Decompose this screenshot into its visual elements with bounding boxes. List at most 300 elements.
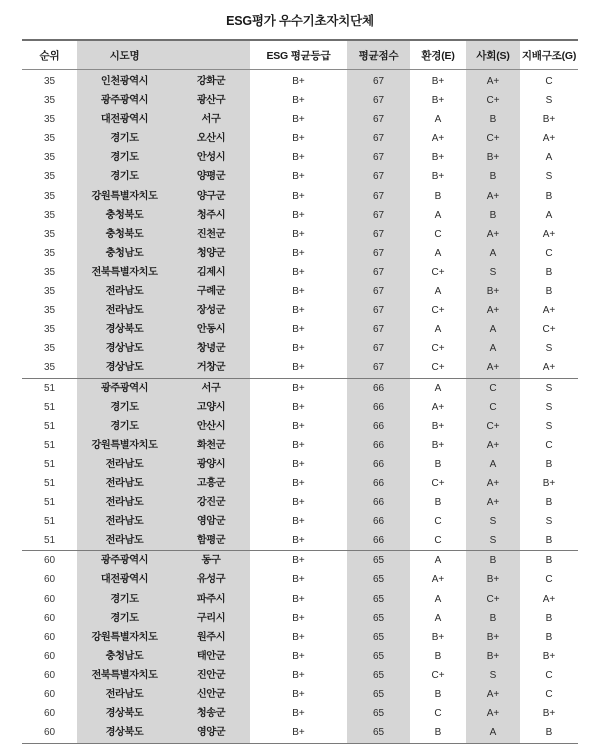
- cell-grade: B+: [292, 593, 305, 605]
- cell-grade: B+: [292, 324, 305, 336]
- cell-sido: 전라남도: [77, 512, 172, 531]
- cell-sido: 인천광역시: [77, 70, 172, 92]
- cell-sido: 경기도: [77, 167, 172, 186]
- cell-rank: 60: [43, 669, 56, 681]
- table-row: [22, 609, 578, 628]
- cell-sido: 전라남도: [77, 282, 172, 301]
- cell-grade: B+: [292, 190, 305, 202]
- cell-governance: B: [545, 535, 553, 547]
- cell-rank: 51: [43, 477, 56, 489]
- cell-social: B: [466, 110, 520, 129]
- cell-sido: 경기도: [77, 590, 172, 609]
- cell-sido: 대전광역시: [77, 570, 172, 589]
- table-row: [22, 628, 578, 647]
- cell-social: B: [466, 551, 520, 571]
- cell-environment: C+: [431, 362, 445, 374]
- cell-score: 65: [347, 628, 410, 647]
- cell-score: 67: [347, 301, 410, 320]
- cell-rank: 60: [22, 551, 77, 571]
- cell-sido: 전북특별자치도: [77, 666, 172, 685]
- cell-rank: 51: [43, 420, 56, 432]
- table-row: [22, 531, 578, 551]
- cell-governance: B: [545, 631, 553, 643]
- cell-score: 67: [347, 320, 410, 339]
- column-header-governance: 지배구조(G): [520, 40, 578, 70]
- table-row: [22, 417, 578, 436]
- cell-environment: C: [434, 228, 442, 240]
- cell-social: A+: [466, 358, 520, 378]
- cell-rank: 35: [43, 286, 56, 298]
- cell-environment: A+: [431, 133, 445, 145]
- cell-governance: C: [545, 669, 553, 681]
- cell-gugun: 청송군: [172, 704, 250, 723]
- cell-governance: B: [545, 458, 553, 470]
- cell-rank: 60: [43, 574, 56, 586]
- cell-grade: B+: [292, 458, 305, 470]
- cell-sido: 광주광역시: [77, 551, 172, 571]
- cell-rank: 35: [43, 76, 56, 87]
- cell-governance: B: [545, 190, 553, 202]
- cell-rank: 35: [43, 247, 56, 259]
- cell-governance: B: [545, 497, 553, 509]
- table-row: [22, 493, 578, 512]
- cell-social: A+: [466, 685, 520, 704]
- cell-gugun: 강화군: [172, 70, 250, 92]
- cell-social: A+: [466, 474, 520, 493]
- cell-rank: 60: [43, 612, 56, 624]
- cell-governance: C+: [542, 324, 556, 336]
- table-row: [22, 244, 578, 263]
- cell-grade: B+: [250, 378, 347, 398]
- cell-grade: B+: [292, 477, 305, 489]
- cell-sido: 경기도: [77, 148, 172, 167]
- cell-grade: B+: [292, 650, 305, 662]
- cell-environment: C: [434, 535, 442, 547]
- cell-rank: 35: [43, 343, 56, 355]
- cell-environment: C+: [431, 305, 445, 317]
- cell-environment: A: [434, 247, 442, 259]
- cell-grade: B+: [292, 420, 305, 432]
- cell-gugun: 광양시: [172, 455, 250, 474]
- cell-social: B+: [466, 628, 520, 647]
- cell-sido: 경기도: [77, 417, 172, 436]
- cell-score: 65: [347, 609, 410, 628]
- cell-score: 67: [347, 91, 410, 110]
- cell-environment: B+: [431, 631, 445, 643]
- cell-score: 67: [347, 110, 410, 129]
- table-row: [22, 647, 578, 666]
- table-row: [22, 167, 578, 186]
- cell-governance: S: [545, 516, 553, 528]
- cell-grade: B+: [292, 266, 305, 278]
- cell-gugun: 원주시: [172, 628, 250, 647]
- cell-gugun: 진천군: [172, 225, 250, 244]
- cell-score: 67: [347, 187, 410, 206]
- cell-governance: B+: [542, 650, 556, 662]
- cell-environment: A: [434, 286, 442, 298]
- cell-social: B+: [466, 570, 520, 589]
- cell-sido: 충청북도: [77, 206, 172, 225]
- cell-sido: 경기도: [77, 129, 172, 148]
- cell-environment: B: [434, 190, 442, 202]
- cell-rank: 35: [43, 190, 56, 202]
- cell-environment: A: [410, 551, 466, 571]
- cell-environment: A: [410, 378, 466, 398]
- cell-environment: C: [434, 516, 442, 528]
- table-row: [22, 474, 578, 493]
- cell-score: 67: [347, 339, 410, 358]
- cell-score: 66: [347, 436, 410, 455]
- table-row: [22, 551, 578, 571]
- table-row: [22, 263, 578, 282]
- cell-gugun: 동구: [172, 551, 250, 571]
- table-row: [22, 666, 578, 685]
- cell-social: C: [466, 398, 520, 417]
- cell-gugun: 청양군: [172, 244, 250, 263]
- cell-gugun: 구리시: [172, 609, 250, 628]
- cell-gugun: 거창군: [172, 358, 250, 378]
- cell-gugun: 양구군: [172, 187, 250, 206]
- cell-gugun: 강진군: [172, 493, 250, 512]
- cell-sido: 전북특별자치도: [77, 263, 172, 282]
- cell-sido: 경기도: [77, 609, 172, 628]
- cell-grade: B+: [292, 497, 305, 509]
- cell-score: 65: [347, 685, 410, 704]
- cell-social: C+: [466, 91, 520, 110]
- page-title: ESG평가 우수기초자치단체: [226, 14, 374, 28]
- cell-rank: 35: [43, 152, 56, 164]
- table-row: [22, 110, 578, 129]
- cell-rank: 35: [43, 114, 56, 126]
- cell-governance: B: [520, 723, 578, 744]
- table-row: [22, 282, 578, 301]
- cell-rank: 35: [43, 209, 56, 221]
- cell-gugun: 안산시: [172, 417, 250, 436]
- table-container: [0, 39, 600, 744]
- cell-governance: B+: [542, 114, 556, 126]
- cell-gugun: 태안군: [172, 647, 250, 666]
- cell-sido: 강원특별자치도: [77, 436, 172, 455]
- cell-gugun: 신안군: [172, 685, 250, 704]
- cell-social: B+: [466, 148, 520, 167]
- cell-grade: B+: [292, 228, 305, 240]
- cell-grade: B+: [292, 133, 305, 145]
- cell-rank: 51: [43, 516, 56, 528]
- cell-social: C+: [466, 590, 520, 609]
- cell-sido: 경상남도: [77, 339, 172, 358]
- table-body: [22, 70, 578, 744]
- cell-sido: 경상남도: [77, 358, 172, 378]
- cell-gugun: 안동시: [172, 320, 250, 339]
- table-row: [22, 398, 578, 417]
- cell-sido: 전라남도: [77, 474, 172, 493]
- cell-grade: B+: [292, 95, 305, 107]
- table-row: [22, 455, 578, 474]
- cell-social: C+: [466, 129, 520, 148]
- cell-governance: A: [545, 152, 553, 164]
- table-row: [22, 685, 578, 704]
- cell-grade: B+: [292, 152, 305, 164]
- cell-governance: A+: [542, 305, 556, 317]
- cell-sido: 전라남도: [77, 531, 172, 551]
- cell-sido: 충청남도: [77, 244, 172, 263]
- cell-governance: B: [520, 551, 578, 571]
- cell-rank: 51: [43, 535, 56, 547]
- cell-environment: B+: [431, 439, 445, 451]
- cell-score: 67: [347, 225, 410, 244]
- cell-rank: 60: [43, 650, 56, 662]
- cell-grade: B+: [292, 343, 305, 355]
- cell-environment: B: [434, 458, 442, 470]
- cell-environment: B+: [431, 420, 445, 432]
- cell-rank: 35: [43, 228, 56, 240]
- cell-social: B: [466, 167, 520, 186]
- table-row: [22, 339, 578, 358]
- cell-grade: B+: [292, 535, 305, 547]
- cell-score: 67: [347, 70, 410, 92]
- cell-rank: 35: [43, 305, 56, 317]
- cell-score: 65: [347, 570, 410, 589]
- cell-grade: B+: [292, 669, 305, 681]
- cell-score: 65: [347, 647, 410, 666]
- cell-rank: 60: [43, 708, 56, 720]
- cell-governance: B: [545, 286, 553, 298]
- cell-score: 66: [347, 455, 410, 474]
- cell-rank: 60: [22, 723, 77, 744]
- table-row: [22, 512, 578, 531]
- cell-sido: 경상북도: [77, 320, 172, 339]
- cell-environment: B+: [431, 95, 445, 107]
- cell-social: A+: [466, 436, 520, 455]
- cell-rank: 35: [43, 362, 56, 374]
- cell-social: B+: [466, 282, 520, 301]
- table-row: [22, 301, 578, 320]
- cell-environment: B+: [431, 171, 445, 183]
- cell-score: 65: [347, 666, 410, 685]
- cell-social: A: [466, 455, 520, 474]
- cell-social: B+: [466, 647, 520, 666]
- cell-gugun: 영양군: [172, 723, 250, 744]
- table-row: [22, 225, 578, 244]
- cell-rank: 51: [43, 439, 56, 451]
- cell-grade: B+: [250, 723, 347, 744]
- cell-gugun: 고양시: [172, 398, 250, 417]
- cell-grade: B+: [292, 286, 305, 298]
- column-header-rank: 순위: [22, 40, 77, 70]
- cell-environment: C+: [431, 669, 445, 681]
- cell-governance: B: [545, 612, 553, 624]
- cell-rank: 60: [43, 631, 56, 643]
- cell-environment: C: [434, 708, 442, 720]
- cell-sido: 경상북도: [77, 723, 172, 744]
- cell-environment: B+: [431, 152, 445, 164]
- cell-score: 67: [347, 129, 410, 148]
- cell-social: B: [466, 609, 520, 628]
- cell-governance: S: [520, 378, 578, 398]
- cell-governance: B+: [542, 477, 556, 489]
- cell-grade: B+: [292, 631, 305, 643]
- cell-score: 66: [347, 398, 410, 417]
- cell-environment: C+: [431, 343, 445, 355]
- cell-score: 67: [347, 358, 410, 378]
- table-row: [22, 590, 578, 609]
- cell-rank: 51: [43, 458, 56, 470]
- cell-gugun: 서구: [172, 378, 250, 398]
- cell-social: A: [466, 244, 520, 263]
- cell-sido: 광주광역시: [77, 378, 172, 398]
- cell-gugun: 양평군: [172, 167, 250, 186]
- cell-environment: B: [434, 689, 442, 700]
- cell-environment: A: [434, 324, 442, 336]
- cell-gugun: 장성군: [172, 301, 250, 320]
- cell-sido: 강원특별자치도: [77, 187, 172, 206]
- cell-governance: A: [545, 209, 553, 221]
- table-row: [22, 723, 578, 744]
- cell-gugun: 창녕군: [172, 339, 250, 358]
- cell-score: 67: [347, 167, 410, 186]
- cell-grade: B+: [250, 551, 347, 571]
- table-row: [22, 148, 578, 167]
- cell-governance: A+: [542, 593, 556, 605]
- cell-social: A+: [466, 187, 520, 206]
- cell-grade: B+: [292, 439, 305, 451]
- cell-gugun: 함평군: [172, 531, 250, 551]
- cell-sido: 충청북도: [77, 225, 172, 244]
- cell-gugun: 파주시: [172, 590, 250, 609]
- column-header-score: 평균점수: [347, 40, 410, 70]
- cell-social: S: [466, 666, 520, 685]
- cell-social: C: [466, 378, 520, 398]
- cell-score: 67: [347, 206, 410, 225]
- cell-environment: A+: [431, 401, 445, 413]
- cell-grade: B+: [292, 171, 305, 183]
- cell-rank: 60: [43, 689, 56, 700]
- column-header-grade: ESG 평균등급: [250, 40, 347, 70]
- cell-grade: B+: [292, 362, 305, 374]
- cell-social: S: [466, 512, 520, 531]
- cell-social: S: [466, 531, 520, 551]
- cell-score: 67: [347, 282, 410, 301]
- cell-grade: B+: [292, 76, 305, 87]
- cell-environment: A: [434, 114, 442, 126]
- table-row: [22, 206, 578, 225]
- cell-social: A: [466, 723, 520, 744]
- cell-environment: A: [434, 593, 442, 605]
- table-row: [22, 704, 578, 723]
- cell-social: A+: [466, 493, 520, 512]
- cell-rank: 51: [22, 378, 77, 398]
- cell-sido: 전라남도: [77, 493, 172, 512]
- cell-governance: A+: [542, 133, 556, 145]
- cell-score: 67: [347, 148, 410, 167]
- cell-grade: B+: [292, 516, 305, 528]
- cell-gugun: 광산구: [172, 91, 250, 110]
- cell-sido: 경상북도: [77, 704, 172, 723]
- cell-rank: 51: [43, 497, 56, 509]
- cell-rank: 35: [43, 324, 56, 336]
- table-header: [22, 40, 578, 70]
- cell-gugun: 화천군: [172, 436, 250, 455]
- cell-environment: A+: [431, 574, 445, 586]
- cell-governance: C: [545, 574, 553, 586]
- cell-score: 65: [347, 551, 410, 571]
- cell-sido: 강원특별자치도: [77, 628, 172, 647]
- cell-rank: 60: [43, 593, 56, 605]
- cell-social: A+: [466, 225, 520, 244]
- cell-governance: S: [545, 401, 553, 413]
- table-row: [22, 570, 578, 589]
- cell-social: B: [466, 206, 520, 225]
- table-row: [22, 436, 578, 455]
- table-header-row: [22, 40, 578, 70]
- cell-governance: A+: [542, 362, 556, 374]
- cell-environment: A: [434, 612, 442, 624]
- cell-grade: B+: [292, 708, 305, 720]
- column-header-environment: 환경(E): [410, 40, 466, 70]
- cell-rank: 35: [43, 95, 56, 107]
- cell-gugun: 고흥군: [172, 474, 250, 493]
- cell-sido: 경기도: [77, 398, 172, 417]
- cell-environment: B: [434, 497, 442, 509]
- cell-rank: 35: [43, 171, 56, 183]
- cell-grade: B+: [292, 401, 305, 413]
- cell-score: 66: [347, 493, 410, 512]
- cell-grade: B+: [292, 247, 305, 259]
- cell-social: C+: [466, 417, 520, 436]
- cell-environment: A: [434, 209, 442, 221]
- cell-environment: C+: [431, 266, 445, 278]
- cell-environment: B: [434, 650, 442, 662]
- cell-environment: B: [410, 723, 466, 744]
- cell-social: A: [466, 339, 520, 358]
- table-row: [22, 91, 578, 110]
- cell-grade: B+: [292, 305, 305, 317]
- cell-governance: B+: [542, 708, 556, 720]
- cell-score: 65: [347, 590, 410, 609]
- cell-score: 65: [347, 704, 410, 723]
- cell-sido: 전라남도: [77, 301, 172, 320]
- cell-governance: S: [545, 343, 553, 355]
- cell-social: A+: [466, 704, 520, 723]
- cell-governance: S: [545, 420, 553, 432]
- cell-gugun: 오산시: [172, 129, 250, 148]
- cell-gugun: 구례군: [172, 282, 250, 301]
- cell-grade: B+: [292, 209, 305, 221]
- cell-governance: C: [545, 689, 553, 700]
- cell-governance: C: [545, 439, 553, 451]
- cell-grade: B+: [292, 689, 305, 700]
- cell-grade: B+: [292, 574, 305, 586]
- cell-sido: 전라남도: [77, 455, 172, 474]
- cell-score: 66: [347, 531, 410, 551]
- cell-sido: 충청남도: [77, 647, 172, 666]
- cell-score: 67: [347, 244, 410, 263]
- cell-gugun: 서구: [172, 110, 250, 129]
- cell-governance: S: [545, 171, 553, 183]
- cell-score: 67: [347, 263, 410, 282]
- cell-grade: B+: [292, 114, 305, 126]
- cell-sido: 전라남도: [77, 685, 172, 704]
- table-row: [22, 187, 578, 206]
- cell-social: S: [466, 263, 520, 282]
- column-header-sido: 시도명: [77, 40, 172, 70]
- cell-score: 66: [347, 378, 410, 398]
- cell-social: A+: [466, 70, 520, 92]
- cell-gugun: 영암군: [172, 512, 250, 531]
- cell-score: 66: [347, 512, 410, 531]
- cell-governance: S: [545, 95, 553, 107]
- cell-social: A+: [466, 301, 520, 320]
